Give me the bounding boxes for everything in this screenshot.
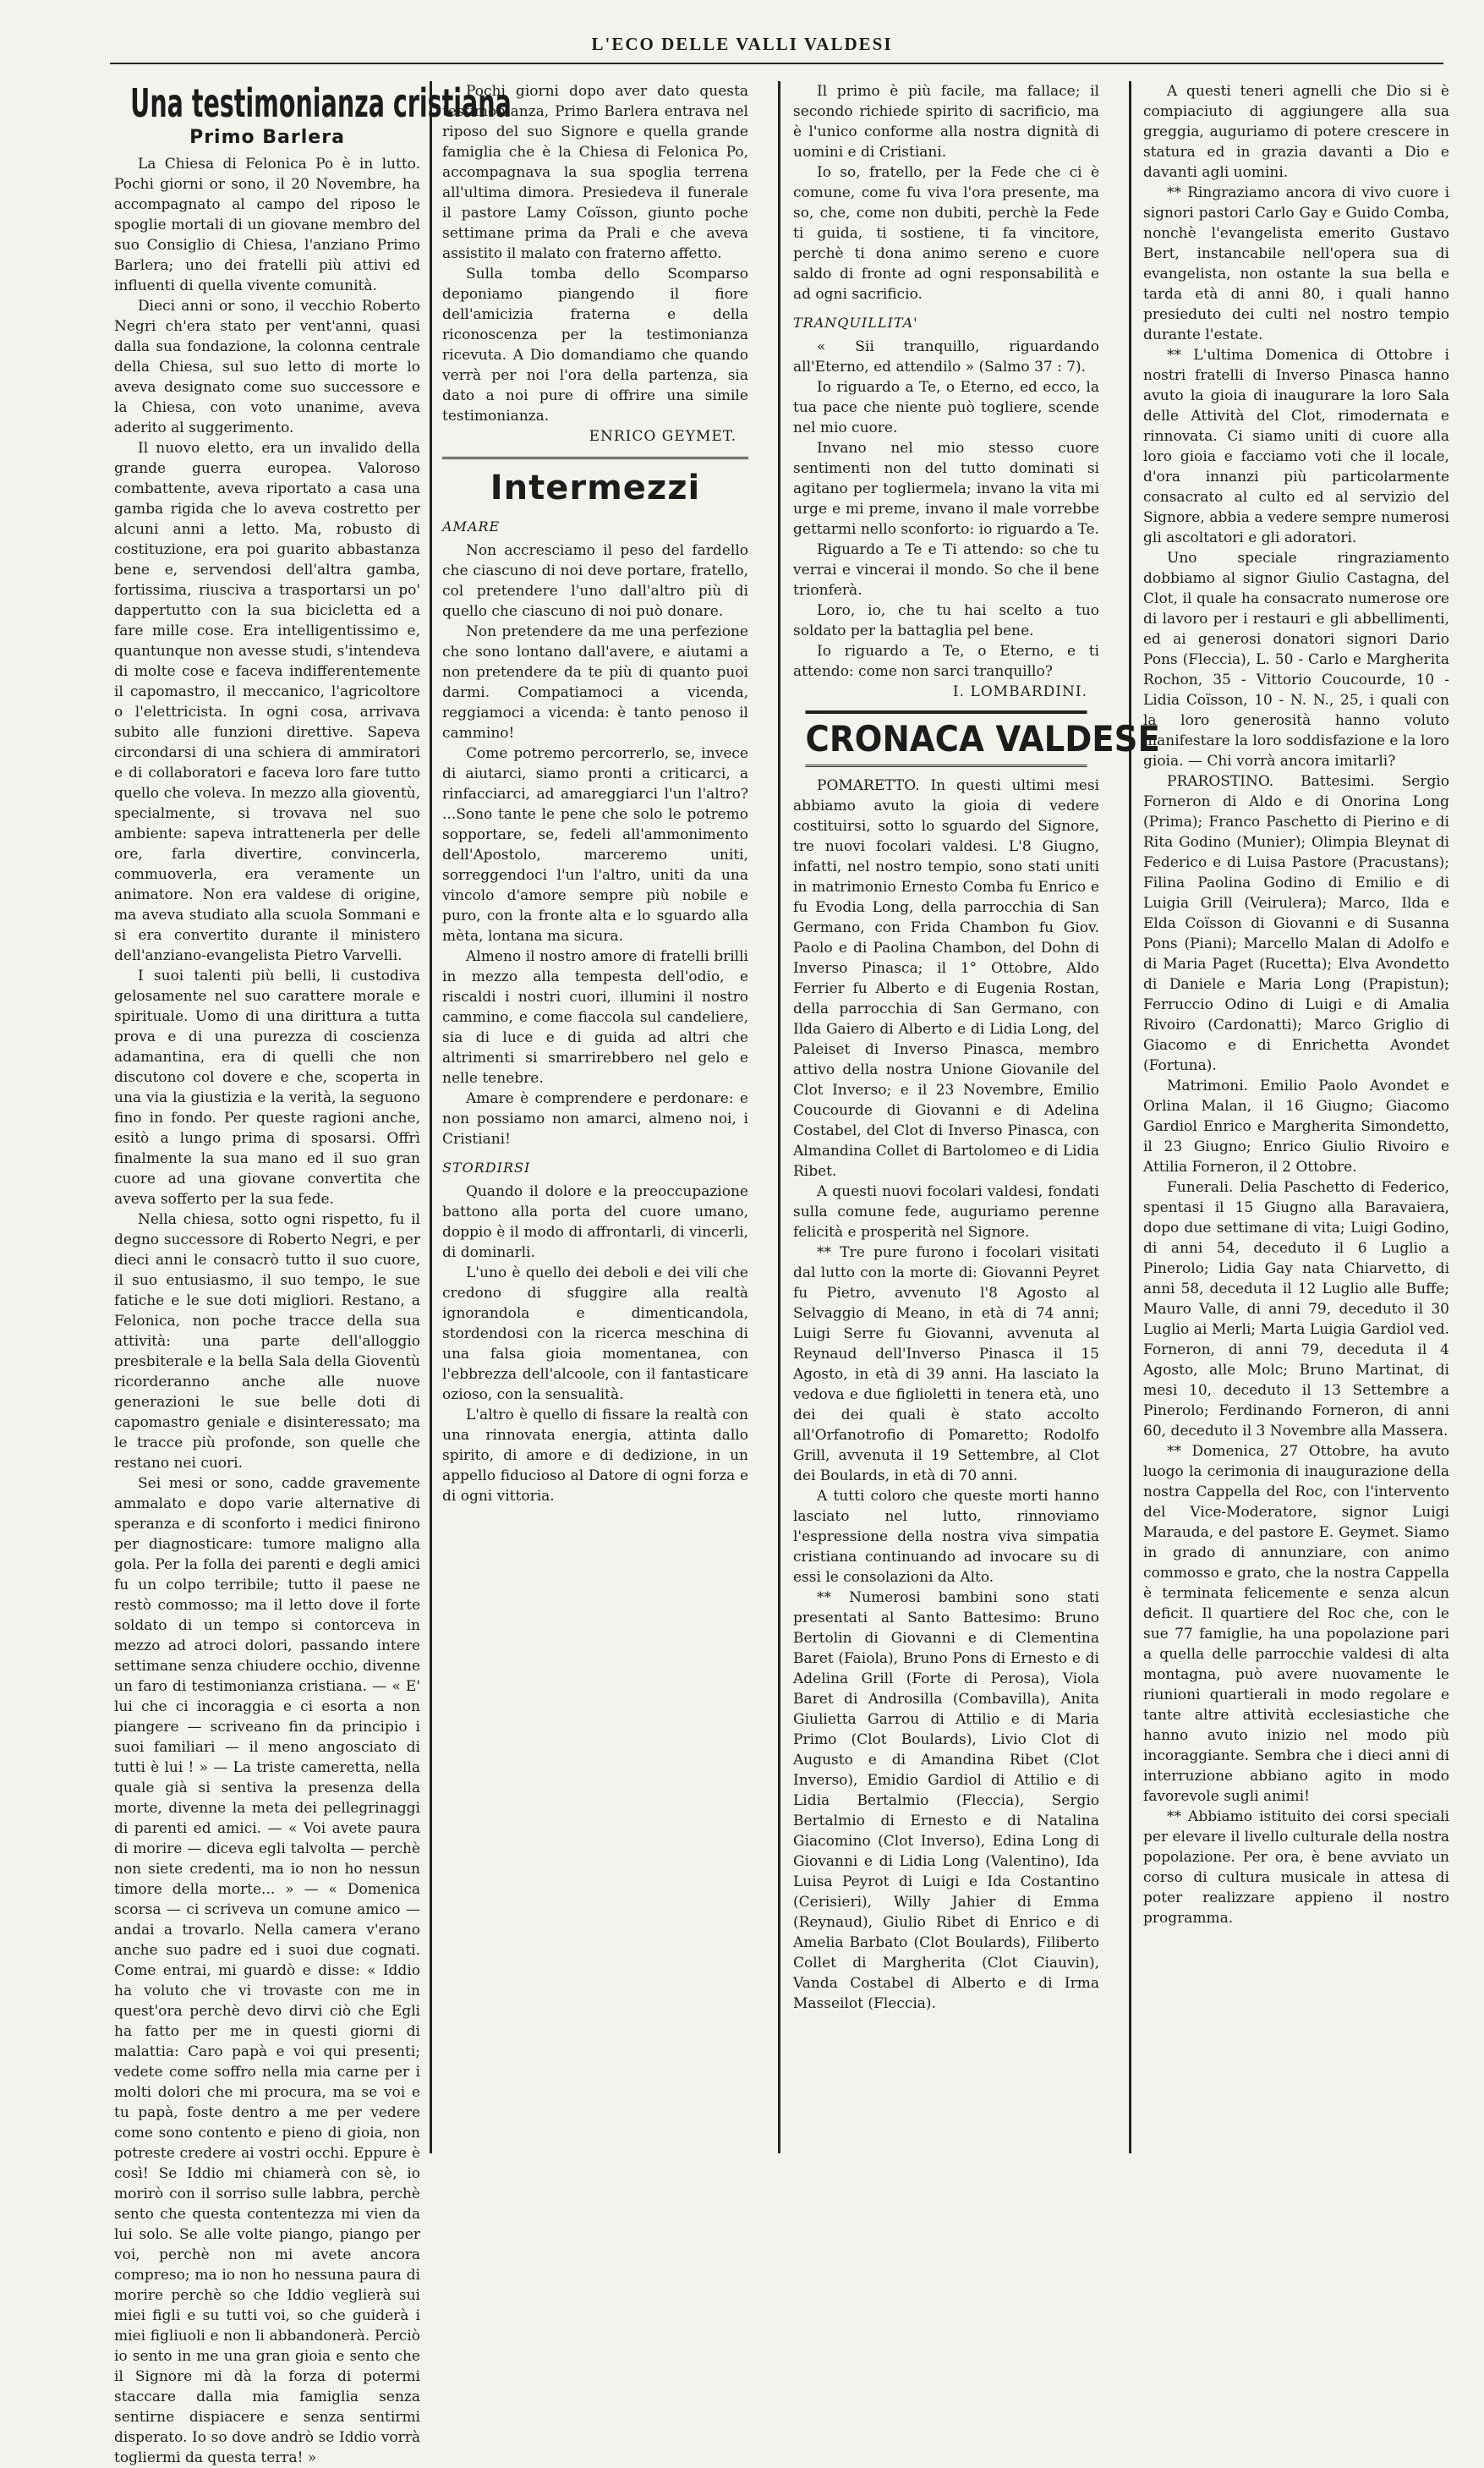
section-paragraph: Io riguardo a Te, o Eterno, ed ecco, la tua pace che niente può togliere, scende nel mio cuore. (793, 379, 1099, 436)
section-paragraph: Invano nel mio stesso cuore sentimenti non del tutto dominati si agitano per togliermela; invano la vita mi urge e mi preme, invano il male vorrebbe gettarmi nello sconforto: io riguardo a Te. (793, 440, 1099, 538)
cronaca-title: CRONACA VALDESE (805, 710, 1087, 767)
running-head: L'ECO DELLE VALLI VALDESI (591, 34, 893, 54)
article-paragraph: Il nuovo eletto, era un invalido della grande guerra europea. Valoroso combattente, aveva riportato a casa una gamba rigida che lo aveva costretto per alcuni anni a letto. Ma, robusto di costituzione, era poi guarito abbastanza bene e, servendosi dell'altra gamba, fortissima, riusciva a trasportarsi un po' dappertutto con la sua bicicletta ed a fare mille cose. Era intelligentissimo e, quantunque non avesse studi, s'intendeva di molte cose e faceva indifferentemente il capomastro, il meccanico, l'agricoltore o l'elettricista. In ogni cosa, arrivava subito alle funzioni direttive. Sapeva circondarsi di una schiera di ammiratori e di collaboratori e faceva loro fare tutto quello che voleva. In mezzo alla gioventù, specialmente, si trovava nel suo ambiente: sapeva intrattenerla per delle ore, farla divertire, convincerla, commuoverla, era veramente un animatore. Non era valdese di origine, ma aveva studiato alla scuola Sommani e si era convertito durante il ministero dell'anziano-evangelista Pietro Varvelli. (114, 440, 420, 964)
article-title: Una testimonianza cristiana (130, 80, 512, 126)
section-paragraph: L'altro è quello di fissare la realtà con una rinnovata energia, attinta dallo spirito, di amore e di dedizione, in un appello fiducioso al Datore di ogni forza e di ogni vittoria. (442, 1407, 748, 1505)
article-paragraph: Sulla tomba dello Scomparso deponiamo piangendo il fiore dell'amicizia fraterna e della riconoscenza per la testimonianza ricevuta. A Dio domandiamo che quando verrà per noi l'ora della partenza, sia dato a noi pure di offrire una simile testimonianza. (442, 266, 748, 425)
article-signature: ENRICO GEYMET. (589, 428, 737, 445)
column-3 (793, 81, 1160, 2153)
article-paragraph: La Chiesa di Felonica Po è in lutto. Pochi giorni or sono, il 20 Novembre, ha accompagnato al campo del riposo le spoglie mortali di un giovane membro del suo Consiglio di Chiesa, l'anziano Primo Barlera; uno dei fratelli più attivi ed influenti di quella vivente comunità. (114, 156, 420, 294)
cronaca-paragraph: A tutti coloro che queste morti hanno lasciato nel lutto, rinnoviamo l'espressione della nostra viva simpatia cristiana continuando ad invocare su di essi le consolazioni da Alto. (793, 1488, 1099, 1586)
intermezzi-signature: I. LOMBARDINI. (952, 683, 1087, 700)
section-heading: STORDIRSI (442, 1160, 531, 1176)
section-rule (442, 457, 748, 459)
cronaca-paragraph: Funerali. Delia Paschetto di Federico, spentasi il 15 Giugno alla Baravaiera, dopo due settimane di vita; Luigi Godino, di anni 54, deceduto il 6 Luglio a Pinerolo; Lidia Gay nata Chiarvetto, di anni 58, deceduta il 12 Luglio alle Buffe; Mauro Valle, di anni 79, deceduto il 30 Luglio ai Merli; Marta Luigia Gardiol ved. Forneron, di anni 79, deceduta il 4 Agosto, alle Molc; Bruno Martinat, di mesi 10, deceduto il 13 Settembre a Pinerolo; Ferdinando Forneron, di anni 60, deceduto il 3 Novembre alla Massera. (1143, 1179, 1449, 1440)
cronaca-paragraph: ** L'ultima Domenica di Ottobre i nostri fratelli di Inverso Pinasca hanno avuto la gioia di inaugurare la loro Sala delle Attività del Clot, rimodernata e rinnovata. Ci siamo uniti di cuore alla loro gioia e facciamo voti che il locale, d'ora innanzi più particolarmente consacrato al culto ed al servizio del Signore, abbia a vedere sempre numerosi gli ascoltatori e gli adoratori. (1143, 347, 1449, 546)
section-heading: AMARE (442, 518, 501, 535)
top-rule (110, 63, 1443, 64)
article-paragraph: Sei mesi or sono, cadde gravemente ammalato e dopo varie alternative di speranza e di sconforto i medici finirono per diagnosticare: tumore maligno alla gola. Per la folla dei parenti e degli amici fu un colpo terribile; tutto il paese ne restò commosso; ma il letto dove il forte soldato di un tempo si contorceva in mezzo ad atroci dolori, passando intere settimane senza chiudere occhio, divenne un faro di testimonianza cristiana. — « E' lui che ci incoraggia e ci esorta a non piangere — scriveano fin da principio i suoi familiari — il meno angosciato di tutti è lui ! » — La triste cameretta, nella quale già si sentiva la presenza della morte, divenne la meta dei pellegrinaggi di parenti ed amici. — « Voi avete paura di morire — diceva egli talvolta — perchè non siete credenti, ma io non ho nessun timore della morte... » — « Domenica scorsa — ci scriveva un comune amico — andai a trovarlo. Nella camera v'erano anche suo padre ed i suoi due cognati. Come entrai, mi guardò e disse: « Iddio ha voluto che vi trovaste con me in quest'ora perchè devo dirvi ciò che Egli ha fatto per me in questi giorni di malattia: Caro papà e voi qui presenti; vedete come soffro nella mia carne per i molti dolori che mi procura, ma se voi e tu papà, foste dentro a me per vedere come sono contento e pieno di gioia, non potreste credere ai vostri occhi. Eppure è così! Se Iddio mi chiamerà con sè, io morirò con il sorriso sulle labbra, perchè sento che questa contentezza mi vien da lui solo. Se alle volte piango, piango per voi, perchè non mi avete ancora compreso; ma io non ho nessuna paura di morire perchè so che Iddio veglierà sui miei figli e su tutti voi, so che guiderà i miei figliuoli e non li abbandonerà. Perciò io sento in me una gran gioia e sento che il Signore mi dà la forza di potermi staccare dalla mia famiglia senza sentirne dispiacere e senza sentirmi disperato. Io so dove andrò se Iddio vorrà togliermi da questa terra! » (114, 1475, 420, 2466)
article-subtitle: Primo Barlera (189, 127, 345, 148)
article-paragraph: Dieci anni or sono, il vecchio Roberto Negri ch'era stato per vent'anni, quasi dalla sua fondazione, la colonna centrale della Chiesa, sul suo letto di morte lo aveva designato come suo successore e la Chiesa, con voto unanime, aveva aderito al suggerimento. (114, 298, 420, 436)
article-paragraph: Nella chiesa, sotto ogni rispetto, fu il degno successore di Roberto Negri, e per dieci anni le consacrò tutto il suo cuore, il suo entusiasmo, il suo tempo, le sue fatiche e le sue doti migliori. Restano, a Felonica, non poche tracce della sua attività: una parte dell'alloggio presbiterale e la bella Sala della Gioventù ricorderanno anche alle nuove generazioni le sue belle doti di capomastro geniale e disinteressato; ma le tracce più profonde, son quelle che restano nei cuori. (114, 1211, 420, 1472)
intermezzi-title: Intermezzi (490, 469, 701, 507)
section-paragraph: Non accresciamo il peso del fardello che ciascuno di noi deve portare, fratello, col pretendere l'uno dall'altro più di quello che ciascuno di noi può donare. (442, 542, 748, 620)
section-paragraph: Amare è comprendere e perdonare: e non possiamo non amarci, almeno noi, i Cristiani! (442, 1090, 748, 1148)
cronaca-paragraph: ** Ringraziamo ancora di vivo cuore i signori pastori Carlo Gay e Guido Comba, nonchè l'evangelista emerito Gustavo Bert, instancabile nell'opera sua di evangelista, non ostante la sua bella e tarda età di anni 80, i quali hanno presieduto dei culti nel nostro tempio durante l'estate. (1143, 184, 1449, 343)
cronaca-paragraph: A questi nuovi focolari valdesi, fondati sulla comune fede, auguriamo perenne felicità e prosperità nel Signore. (793, 1183, 1099, 1241)
section-paragraph: Io riguardo a Te, o Eterno, e ti attendo: come non sarci tranquillo? (793, 643, 1099, 680)
column-divider (430, 81, 432, 2153)
cronaca-paragraph: ** Tre pure furono i focolari visitati dal lutto con la morte di: Giovanni Peyret fu Pietro, avvenuto l'8 Agosto al Selvaggio di Meano, in età di 74 anni; Luigi Serre fu Giovanni, avvenuta al Reynaud dell'Inverso Pinasca il 15 Agosto, in età di 39 anni. Ha lasciato la vedova e due figlioletti in tenera età, uno dei dei quali è stato accolto all'Orfanotrofio di Pomaretto; Rodolfo Grill, avvenuta il 19 Settembre, al Clot dei Boulards, in età di 70 anni. (793, 1244, 1099, 1484)
section-paragraph: Il primo è più facile, ma fallace; il secondo richiede spirito di sacrificio, ma è l'unico conforme alla nostra dignità di uomini e di Cristiani. (793, 83, 1099, 161)
section-paragraph: Quando il dolore e la preoccupazione battono alla porta del cuore umano, doppio è il modo di affrontarli, di vincerli, di dominarli. (442, 1183, 748, 1261)
section-paragraph: Io so, fratello, per la Fede che ci è comune, come fu viva l'ora presente, ma so, che, come non dubiti, perchè la Fede ti guida, ti sostiene, ti fa vincitore, perchè ti dona animo sereno e cuore saldo di fronte ad ogni responsabilità e ad ogni sacrificio. (793, 164, 1099, 303)
cronaca-paragraph: Uno speciale ringraziamento dobbiamo al signor Giulio Castagna, del Clot, il quale ha consacrato numerose ore di lavoro per i restauri e gli abbellimenti, ed ai generosi donatori signori Dario Pons (Fleccia), L. 50 - Carlo e Margherita Rochon, 35 - Vittorio Coucourde, 10 - Lidia Coïsson, 10 - N. N., 25, i quali con la loro generosità hanno voluto manifestare la loro soddisfazione e la loro gioia. — Chi vorrà ancora imitarli? (1143, 550, 1449, 770)
column-divider (1129, 81, 1131, 2153)
cronaca-paragraph: POMARETTO. In questi ultimi mesi abbiamo avuto la gioia di vedere costituirsi, sotto lo sguardo del Signore, tre nuovi focolari valdesi. L'8 Giugno, infatti, nel nostro tempio, sono stati uniti in matrimonio Ernesto Comba fu Enrico e fu Evodia Long, della parrocchia di San Germano, con Frida Chambon fu Giov. Paolo e di Paolina Chambon, del Dohn di Inverso Pinasca; il 1° Ottobre, Aldo Ferrier fu Alberto e di Eugenia Rostan, della parrocchia di San Germano, con Ilda Gaiero di Alberto e di Lidia Long, del Paleiset di Inverso Pinasca, membro attivo della nostra Unione Giovanile del Clot Inverso; e il 23 Novembre, Emilio Coucourde di Giovanni e di Adelina Costabel, del Clot di Inverso Pinasca, con Almandina Collet di Bartolomeo e di Lidia Ribet. (793, 777, 1099, 1180)
column-divider (778, 81, 780, 2153)
section-paragraph: Riguardo a Te e Ti attendo: so che tu verrai e vincerai il mondo. So che il bene trionferà. (793, 541, 1099, 599)
article-paragraph: Pochi giorni dopo aver dato questa testimonianza, Primo Barlera entrava nel riposo del suo Signore e quella grande famiglia che è la Chiesa di Felonica Po, accompagnava la sua spoglia terrena all'ultima dimora. Presiedeva il funerale il pastore Lamy Coïsson, giunto poche settimane prima da Prali e che aveva assistito il malato con fraterno affetto. (442, 83, 748, 262)
cronaca-paragraph: PRAROSTINO. Battesimi. Sergio Forneron di Aldo e di Onorina Long (Prima); Franco Paschetto di Pierino e di Rita Godino (Munier); Olimpia Bleynat di Federico e di Luisa Pastore (Pracustans); Filina Paolina Godino di Emilio e di Luigia Grill (Veirulera); Marco, Ilda e Elda Coïsson di Giovanni e di Susanna Pons (Piani); Marcello Malan di Adolfo e di Maria Paget (Rucetta); Elva Avondetto di Daniele e Maria Long (Prapistun); Ferruccio Odino di Luigi e di Amalia Rivoiro (Cardonatti); Marco Griglio di Giacomo e di Enrichetta Avondet (Fortuna). (1143, 773, 1449, 1074)
section-heading: TRANQUILLITA' (793, 315, 918, 331)
column-4 (1143, 81, 1449, 2153)
section-paragraph: L'uno è quello dei deboli e dei vili che credono di sfuggire alla realtà ignorandola e dimenticandola, stordendosi con la ricerca meschina di una falsa gioia momentanea, con l'ebbrezza dell'alcoole, con il fantasticare ozioso, con la sensualità. (442, 1264, 748, 1403)
section-paragraph: Almeno il nostro amore di fratelli brilli in mezzo alla tempesta dell'odio, e riscaldi i nostri cuori, illumini il nostro cammino, e come fiaccola sul candeliere, sia di luce e di guida ad altri che altrimenti si smarrirebbero nel gelo e nelle tenebre. (442, 948, 748, 1087)
section-paragraph: Loro, io, che tu hai scelto a tuo soldato per la battaglia pel bene. (793, 602, 1099, 639)
cronaca-paragraph: Matrimoni. Emilio Paolo Avondet e Orlina Malan, il 16 Giugno; Giacomo Gardiol Enrico e Margherita Simondetto, il 23 Giugno; Enrico Giulio Rivoiro e Attilia Forneron, il 2 Ottobre. (1143, 1078, 1449, 1176)
section-paragraph: « Sii tranquillo, riguardando all'Eterno, ed attendilo » (Salmo 37 : 7). (793, 338, 1099, 376)
section-paragraph: Come potremo percorrerlo, se, invece di aiutarci, siamo pronti a criticarci, a rinfacciarci, ad amareggiarci l'un l'altro? ...Sono tante le pene che solo le potremo sopportare, se, fedeli all'ammonimento dell'Apostolo, marceremo uniti, sorreggendoci l'un l'altro, uniti da una vincolo d'amore sempre più nobile e puro, con la fronte alta e lo sguardo alla mèta, lontana ma sicura. (442, 745, 748, 945)
cronaca-paragraph: ** Numerosi bambini sono stati presentati al Santo Battesimo: Bruno Bertolin di Giovanni e di Clementina Baret (Faiola), Bruno Pons di Ernesto e di Adelina Grill (Forte di Perosa), Viola Baret di Androsilla (Combavilla), Anita Giulietta Garrou di Attilio e di Maria Primo (Clot Boulards), Livio Clot di Augusto e di Amandina Ribet (Clot Inverso), Emidio Gardiol di Attilio e di Lidia Bertalmio (Fleccia), Sergio Bertalmio di Ernesto e di Natalina Giacomino (Clot Inverso), Edina Long di Giovanni e di Lidia Long (Valentino), Ida Luisa Peyrot di Luigi e Ida Costantino (Cerisieri), Willy Jahier di Emma (Reynaud), Giulio Ribet di Enrico e di Amelia Barbato (Clot Boulards), Filiberto Collet di Margherita (Clot Ciauvin), Vanda Costabel di Alberto e di Irma Masseilot (Fleccia). (793, 1589, 1099, 2012)
cronaca-paragraph: ** Abbiamo istituito dei corsi speciali per elevare il livello culturale della nostra popolazione. Per ora, è bene avviato un corso di cultura musicale in attesa di poter realizzare appieno il nostro programma. (1143, 1808, 1449, 1927)
cronaca-paragraph: ** Domenica, 27 Ottobre, ha avuto luogo la cerimonia di inaugurazione della nostra Cappella del Roc, con l'intervento del Vice-Moderatore, signor Luigi Marauda, e del pastore E. Geymet. Siamo in grado di annunziare, con animo commosso e grato, che la nostra Cappella è terminata felicemente e senza alcun deficit. Il quartiere del Roc che, con le sue 77 famiglie, ha una popolazione pari a quella delle parrocchie valdesi di alta montagna, può avere nuovamente le riunioni quartierali in modo regolare e tante altre attività ecclesiastiche che hanno avuto inizio nel modo più incoraggiante. Sembra che i dieci anni di interruzione abbiano agito in modo favorevole sugli animi! (1143, 1443, 1449, 1805)
article-paragraph: I suoi talenti più belli, li custodiva gelosamente nel suo carattere morale e spirituale. Uomo di una dirittura a tutta prova e di una purezza di coscienza adamantina, era di quelli che non discutono col dovere e che, scoperta in una via la giustizia e la verità, la seguono fino in fondo. Per queste ragioni anche, esitò a lungo prima di sposarsi. Offrì finalmente la sua mano ed il suo gran cuore ad una giovane convertita che aveva sofferto per la sua fede. (114, 968, 420, 1208)
section-paragraph: Non pretendere da me una perfezione che sono lontano dall'avere, e aiutami a non pretendere da te più di quanto puoi darmi. Compatiamoci a vicenda, reggiamoci a vicenda: è tanto penoso il cammino! (442, 623, 748, 742)
column-2 (442, 81, 748, 2153)
cronaca-paragraph: A questi teneri agnelli che Dio si è compiaciuto di aggiungere alla sua greggia, auguriamo di potere crescere in statura ed in grazia davanti a Dio e davanti agli uomini. (1143, 83, 1449, 181)
